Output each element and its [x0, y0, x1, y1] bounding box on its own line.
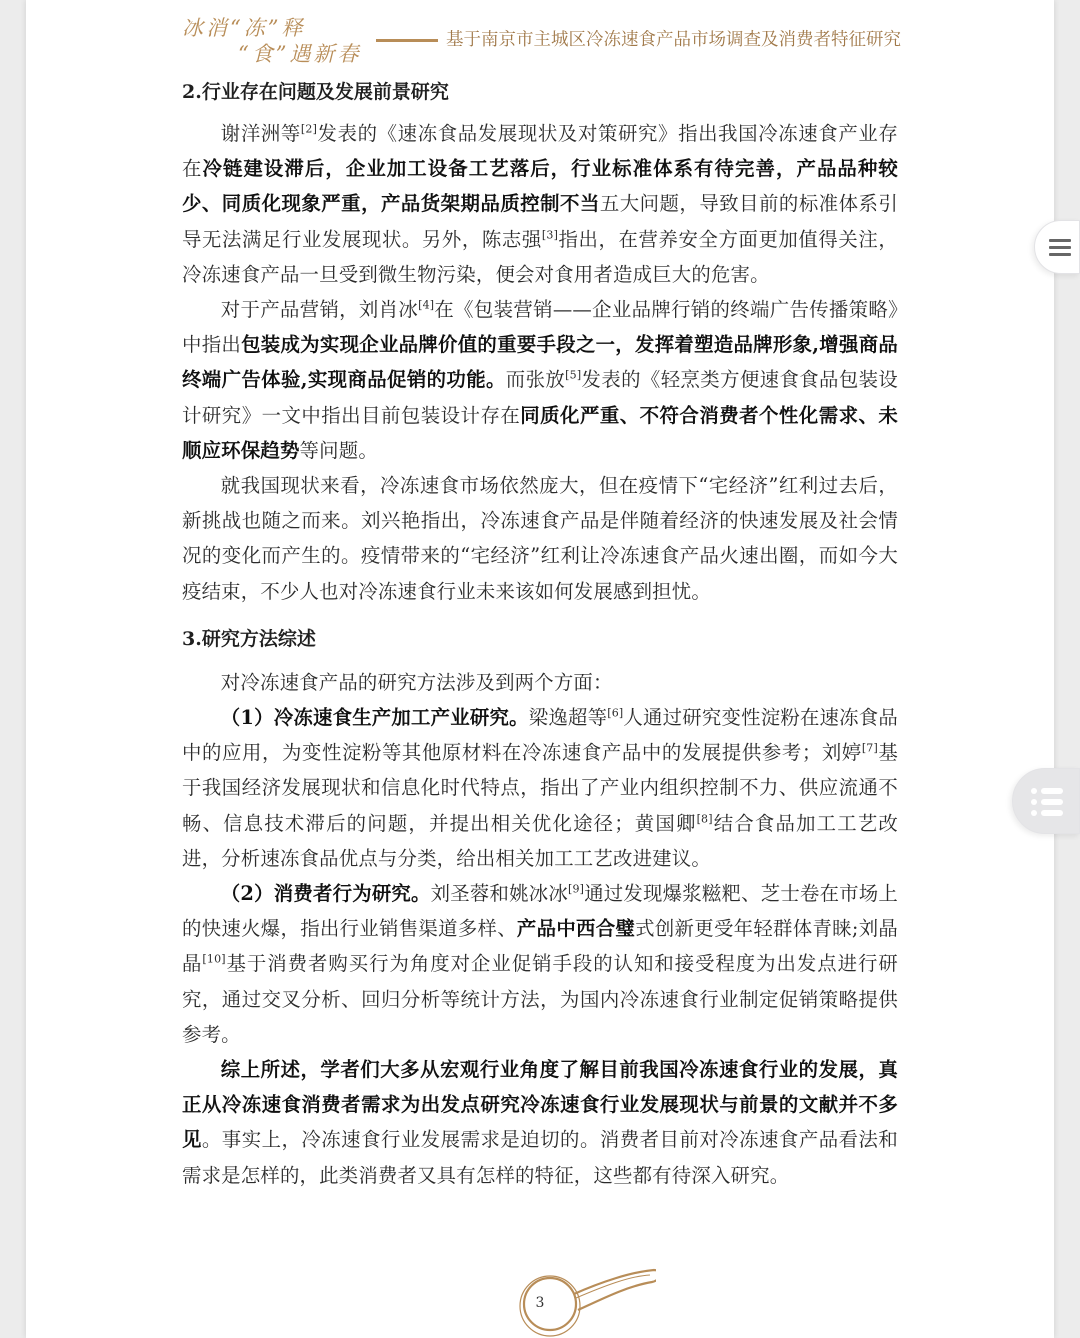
- citation-ref: [3]: [541, 228, 559, 242]
- side-menu-button[interactable]: [1034, 220, 1080, 274]
- text-run: 。事实上，冷冻速食行业发展需求是迫切的。消费者目前对冷冻速食产品看法和需求是怎样的，此类消费者又具有怎样的特征，这些都有待深入研究。: [182, 1128, 899, 1187]
- bold-text: （1）冷冻速食生产加工产业研究。: [220, 706, 529, 730]
- text-run: 发表的《速冻食品发展现状及对策研究》指出我国冷冻速食产业存在: [182, 122, 898, 181]
- header-logo: [182, 12, 372, 64]
- section-3-heading: 3.研究方法综述: [182, 627, 316, 650]
- section-3-item-2: [182, 876, 898, 1052]
- section-3-summary: [182, 1052, 898, 1193]
- document-body: [182, 74, 898, 1193]
- bold-text: 包装成为实现企业品牌价值的重要手段之一，发挥着塑造品牌形象,增强商品终端广告体验,实现商品促销的功能。: [182, 333, 898, 392]
- bold-text: 综上所述，学者们大多从宏观行业角度了解目前我国冷冻速食行业的发展，真正从冷冻速食消费者需求为出发点研究冷冻速食行业发展现状与前景的文献并不多见: [182, 1058, 898, 1152]
- text-run: 刘圣蓉和姚冰冰: [430, 882, 568, 906]
- side-list-button[interactable]: [1012, 768, 1080, 834]
- spoon-footer-decoration: [496, 1262, 656, 1338]
- section-2-paragraph-2: [182, 292, 898, 468]
- citation-ref: [9]: [567, 882, 585, 896]
- citation-ref: [8]: [696, 812, 713, 826]
- hamburger-menu-icon: [1049, 239, 1071, 257]
- text-run: 式创新更受年轻群体青睐;刘晶晶: [182, 917, 898, 976]
- bold-text: 冷链建设滞后，企业加工设备工艺落后，行业标准体系有待完善，产品品种较少、同质化现象严重，产品货架期品质控制不当: [182, 157, 898, 216]
- text-run: 谢洋洲等: [220, 122, 301, 145]
- citation-ref: [5]: [565, 368, 582, 382]
- text-run: 结合食品加工工艺改进，分析速冻食品优点与分类，给出相关加工工艺改进建议。: [182, 811, 898, 870]
- text-run: 指出，在营养安全方面更加值得关注，冷冻速食产品一旦受到微生物污染，便会对食用者造成巨大的危害。: [182, 227, 898, 286]
- citation-ref: [4]: [418, 298, 435, 312]
- bold-text: 产品中西合璧: [516, 917, 636, 941]
- section-2-paragraph-1: [182, 116, 898, 292]
- section-2-paragraph-3: 就我国现状来看，冷冻速食市场依然庞大，但在疫情下“宅经济”红利过去后，新挑战也随之而来。刘兴艳指出，冷冻速食产品是伴随着经济的快速发展及社会情况的变化而产生的。疫情带来的“宅经济”红利让冷冻速食产品火速出圈，而如今大疫结束，不少人也对冷冻速食行业未来该如何发展感到担忧。: [182, 474, 898, 603]
- text-run: 而张放: [505, 368, 566, 392]
- text-run: 基于我国经济发展现状和信息化时代特点，指出了产业内组织控制不力、供应流通不畅、信息技术滞后的问题，并提出相关优化途径；黄国卿: [182, 741, 898, 835]
- document-page: [26, 0, 1054, 1338]
- text-run: 发表的《轻烹类方便速食食品包装设计研究》一文中指出目前包装设计存在: [182, 368, 898, 427]
- logo-line-1: 冰消“冻”释: [182, 16, 306, 40]
- text-run: 五大问题，导致目前的标准体系引导无法满足行业发展现状。另外，陈志强: [182, 192, 898, 251]
- section-3-item-1: [182, 700, 898, 876]
- page-header: [26, 0, 1054, 66]
- header-title: 基于南京市主城区冷冻速食产品市场调查及消费者特征研究: [446, 30, 901, 50]
- citation-ref: [7]: [861, 741, 878, 755]
- text-run: 等问题。: [299, 438, 378, 462]
- header-divider: [376, 39, 438, 42]
- logo-line-2: “食”遇新春: [238, 42, 362, 66]
- text-run: 人通过研究变性淀粉在速冻食品中的应用，为变性淀粉等其他原材料在冷冻速食产品中的发展提供参考；刘婷: [182, 706, 898, 765]
- citation-ref: [6]: [607, 706, 624, 720]
- text-run: 通过发现爆浆糍粑、芝士卷在市场上的快速火爆，指出行业销售渠道多样、: [182, 882, 899, 941]
- section-3-intro: 对冷冻速食产品的研究方法涉及到两个方面：: [220, 670, 613, 694]
- spoon-bowl-outline: [520, 1276, 580, 1336]
- text-run: 基于消费者购买行为角度对企业促销手段的认知和接受程度为出发点进行研究，通过交叉分析、回归分析等统计方法，为国内冷冻速食行业制定促销策略提供参考。: [182, 952, 898, 1046]
- citation-ref: [2]: [300, 122, 318, 136]
- bold-text: （2）消费者行为研究。: [220, 882, 431, 906]
- text-run: 梁逸超等: [528, 706, 608, 730]
- text-run: 在《包装营销——企业品牌行销的终端广告传播策略》中指出: [182, 298, 898, 357]
- page-number: 3: [535, 1295, 545, 1311]
- section-2-heading: 2.行业存在问题及发展前景研究: [182, 81, 449, 103]
- text-run: 对于产品营销，刘肖冰: [220, 298, 419, 322]
- list-view-icon: [1031, 787, 1067, 817]
- bold-text: 同质化严重、不符合消费者个性化需求、未顺应环保趋势: [182, 403, 898, 462]
- citation-ref: [10]: [202, 953, 226, 966]
